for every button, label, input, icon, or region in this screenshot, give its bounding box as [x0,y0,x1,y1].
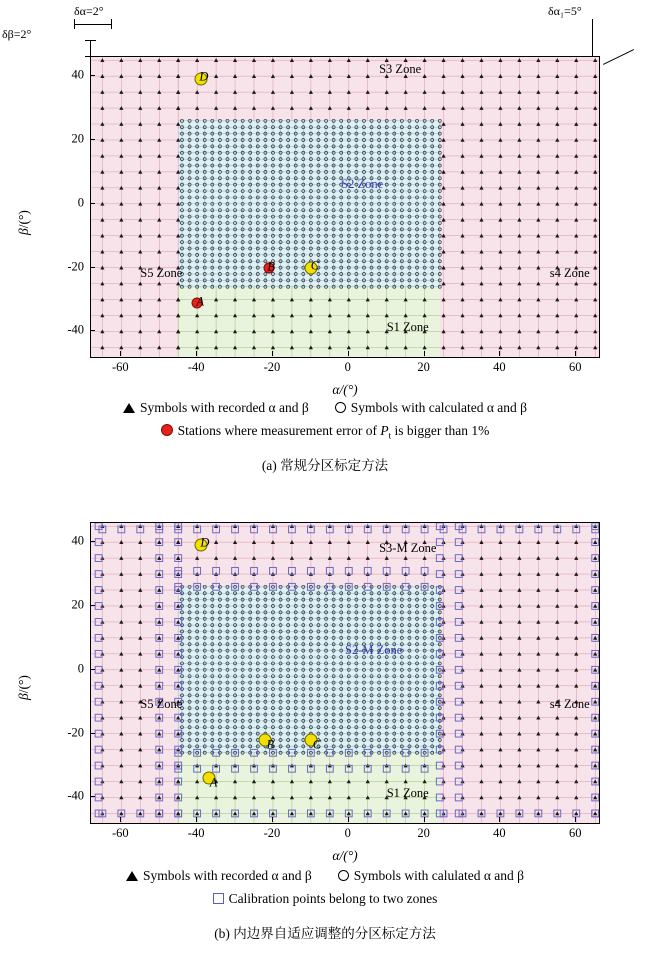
callout-delta-alpha: δα=2° [74,4,104,18]
y-tickmark [90,267,95,268]
y-tick-label: 0 [77,195,84,210]
calibration-grid [91,523,599,823]
zone-label-s5-zone: S5 Zone [140,696,183,711]
x-tick-label: 0 [344,360,351,374]
data-point-label-b: B [267,259,275,274]
callout-delta-alpha1: δα₁=5° [548,4,582,18]
x-axis-label-b: α/(°) [332,848,358,863]
y-tick-label: 0 [77,661,84,676]
x-tick-label: 20 [417,826,430,840]
x-tick-label: 60 [569,826,582,840]
zone-label-s2-m-zone: S2-M Zone [345,642,403,657]
y-tickmark [90,605,95,606]
tick-delta-alpha-left [74,19,75,29]
square-icon [213,893,224,904]
x-tickmark [348,817,349,822]
y-tickmark [90,139,95,140]
y-tickmark [90,796,95,797]
x-tickmark [272,351,273,356]
x-tick-label: 0 [344,826,351,840]
legend-text-recorded-b: Symbols with recorded α and β [142,868,312,883]
y-tick-label: 40 [71,67,84,82]
zone-label-s1-zone: S1 Zone [386,786,429,801]
plot-area-b [90,522,600,824]
calibration-grid [91,57,599,357]
x-tick-label: -40 [187,360,205,374]
x-tick-label: -60 [111,360,129,374]
y-tick-label: -20 [67,725,84,740]
zone-label-s3-m-zone: S3-M Zone [379,540,437,555]
red-dot-icon [161,424,173,436]
x-tickmark [575,351,576,356]
y-tickmark [90,203,95,204]
x-tickmark [575,817,576,822]
legend-text-calculated-b: Symbols with calulated α and β [353,868,525,883]
data-point-label-d: D [199,69,209,84]
legend-row-a-1 [0,398,650,418]
x-tick-label: 40 [493,826,506,840]
triangle-icon [123,403,135,413]
x-tick-label: 40 [493,360,506,374]
y-axis-label-a: β/(°) [16,210,31,235]
y-tick-label: 40 [71,533,84,548]
legend-text-two-zones: Calibration points belong to two zones [228,891,438,906]
data-point-label-a: A [209,775,218,790]
legend-row-a-2: Stations where measurement error of $P_t$ is bigger than 1% [0,421,650,443]
triangle-icon [126,871,138,881]
x-tickmark [348,351,349,356]
data-point-label-c: C [310,258,320,273]
zone-label-s5-zone: S5 Zone [140,266,183,281]
legend-text-calculated-a: Symbols with calculated α and β [350,400,528,415]
x-tick-label: -60 [111,826,129,840]
x-tickmark [424,351,425,356]
y-tick-label: 20 [71,131,84,146]
y-axis-label-b: β/(°) [16,675,31,700]
caption-b: (b) 内边界自适应调整的分区标定方法 [214,926,436,941]
y-tickmark [90,330,95,331]
data-point-label-d: D [200,535,210,550]
y-tickmark [90,669,95,670]
y-tick-label: 20 [71,597,84,612]
leader-delta-beta1 [603,49,634,65]
caption-a: (a) 常规分区标定方法 [261,458,389,473]
zone-label-s4-zone: s4 Zone [549,266,590,281]
x-tick-label: 60 [569,360,582,374]
leader-delta-alpha1 [592,19,593,56]
y-tickmark [90,75,95,76]
circle-icon [335,402,346,413]
y-tick-label: -40 [67,788,84,803]
data-point-label-c: C [312,737,322,752]
x-tickmark [120,817,121,822]
leader-delta-beta [90,40,91,57]
zone-label-s1-zone: S1 Zone [386,320,429,335]
x-tick-label: -40 [187,826,205,840]
x-tick-label: -20 [263,826,281,840]
x-tickmark [272,817,273,822]
legend-text-recorded-a: Symbols with recorded α and β [139,400,309,415]
circle-icon [338,870,349,881]
legend-row-b-2 [0,889,650,909]
x-tickmark [120,351,121,356]
x-tickmark [196,817,197,822]
leader-delta-alpha [74,24,112,25]
x-tick-label: -20 [263,360,281,374]
panel-b [0,500,650,974]
y-tickmark [90,541,95,542]
zone-label-s4-zone: s4 Zone [549,696,590,711]
zone-label-s3-zone: S3 Zone [379,61,422,76]
legend-row-b-1 [0,866,650,886]
y-tick-label: -20 [67,259,84,274]
x-tickmark [424,817,425,822]
plot-area-a [90,56,600,358]
x-tickmark [499,351,500,356]
x-tickmark [196,351,197,356]
tick-delta-beta-top [85,40,96,41]
x-axis-label-a: α/(°) [332,382,358,397]
x-tick-label: 20 [417,360,430,374]
data-point-label-b: B [266,737,275,752]
callout-delta-beta: δβ=2° [2,27,32,41]
data-point-label-a: A [196,294,204,309]
x-tickmark [499,817,500,822]
zone-label-s2-zone: S2 Zone [341,176,384,191]
y-tickmark [90,733,95,734]
tick-delta-alpha-right [111,19,112,29]
y-tick-label: -40 [67,322,84,337]
